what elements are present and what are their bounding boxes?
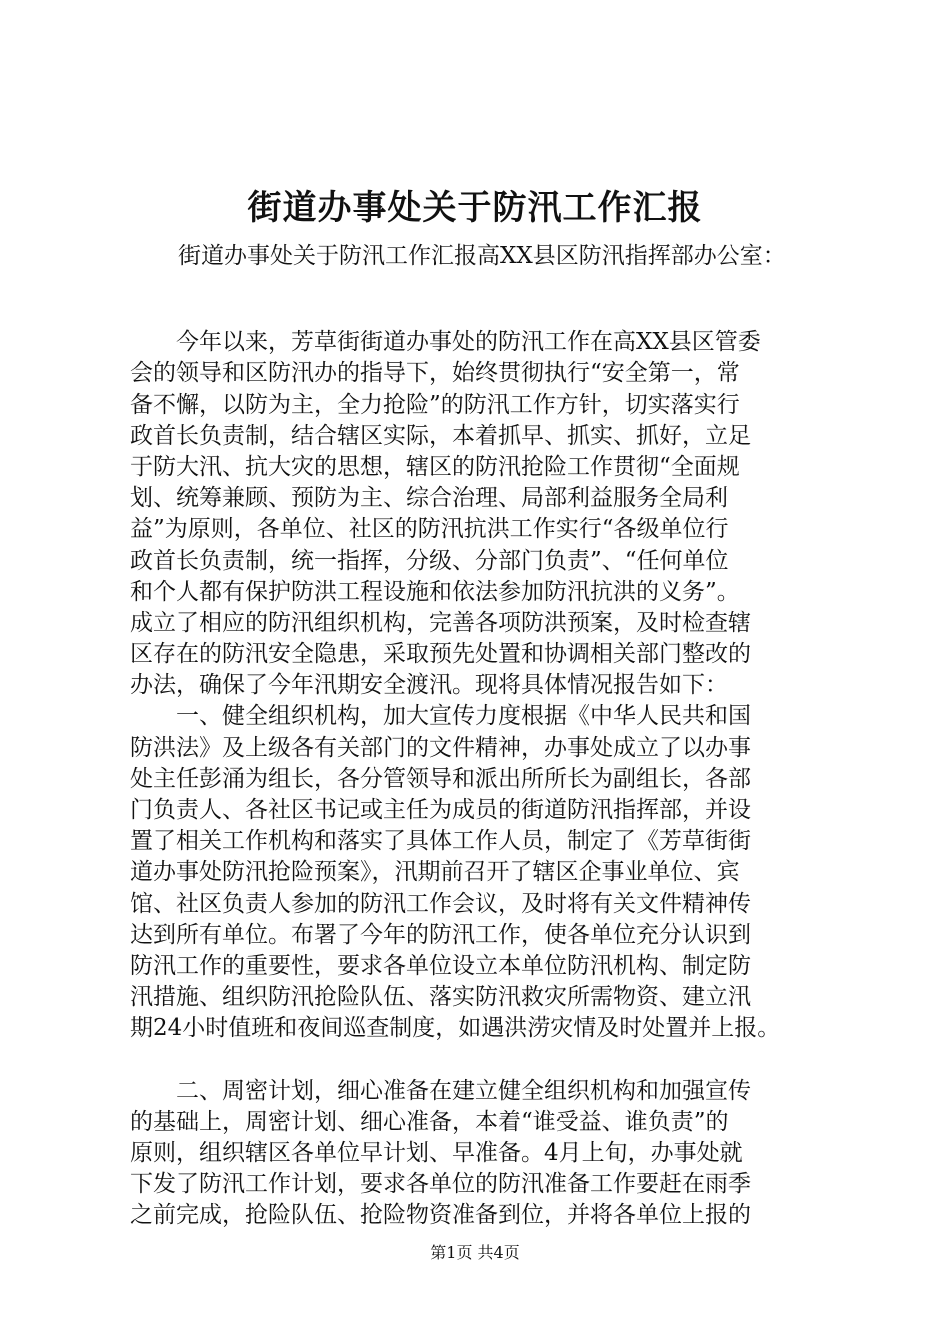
body-line: 处主任彭涌为组长，各分管领导和派出所所长为副组长，各部 — [130, 765, 751, 792]
body-line: 下发了防汛工作计划，要求各单位的防汛准备工作要赶在雨季 — [130, 1171, 751, 1198]
body-line: 划、统筹兼顾、预防为主、综合治理、局部利益服务全局利 — [130, 485, 728, 512]
body-line: 会的领导和区防汛办的指导下，始终贯彻执行“安全第一，常 — [130, 360, 740, 387]
body-line: 达到所有单位。布署了今年的防汛工作，使各单位充分认识到 — [130, 921, 751, 948]
body-line: 今年以来，芳草街街道办事处的防汛工作在高XX县区管委 — [130, 329, 761, 356]
body-line: 的基础上，周密计划、细心准备，本着“谁受益、谁负责”的 — [130, 1108, 729, 1135]
body-line: 期24小时值班和夜间巡查制度，如遇洪涝灾情及时处置并上报。 — [130, 1015, 781, 1042]
body-line: 区存在的防汛安全隐患，采取预先处置和协调相关部门整改的 — [130, 641, 751, 668]
body-line: 二、周密计划，细心准备在建立健全组织机构和加强宣传 — [130, 1077, 751, 1104]
body-line: 原则，组织辖区各单位早计划、早准备。4月上旬，办事处就 — [130, 1140, 743, 1167]
body-line — [130, 296, 840, 327]
body-line: 成立了相应的防汛组织机构，完善各项防洪预案，及时检查辖 — [130, 609, 751, 636]
body-line: 防洪法》及上级各有关部门的文件精神，办事处成立了以办事 — [130, 734, 751, 761]
body-line: 防汛工作的重要性，要求各单位设立本单位防汛机构、制定防 — [130, 952, 751, 979]
body-line: 置了相关工作机构和落实了具体工作人员，制定了《芳草街街 — [130, 828, 751, 855]
body-line: 一、健全组织机构，加大宣传力度根据《中华人民共和国 — [130, 703, 751, 730]
body-line — [130, 1045, 840, 1076]
body-line: 之前完成，抢险队伍、抢险物资准备到位，并将各单位上报的 — [130, 1202, 751, 1229]
body-line: 汛措施、组织防汛抢险队伍、落实防汛救灾所需物资、建立汛 — [130, 984, 751, 1011]
body-line: 门负责人、各社区书记或主任为成员的街道防汛指挥部，并设 — [130, 797, 751, 823]
document-title: 街道办事处关于防汛工作汇报 — [247, 188, 703, 228]
body-line: 政首长负责制，结合辖区实际，本着抓早、抓实、抓好，立足 — [130, 422, 751, 449]
body-line: 馆、社区负责人参加的防汛工作会议，及时将有关文件精神传 — [130, 890, 751, 917]
body-line: 政首长负责制，统一指挥，分级、分部门负责”、“任何单位 — [130, 547, 729, 574]
body-line: 备不懈，以防为主，全力抢险”的防汛工作方针，切实落实行 — [130, 391, 740, 418]
document-subtitle: 街道办事处关于防汛工作汇报高XX县区防汛指挥部办公室： — [178, 243, 786, 269]
body-line: 和个人都有保护防洪工程设施和依法参加防汛抗洪的义务”。 — [130, 578, 740, 605]
body-line: 办法，确保了今年汛期安全渡汛。现将具体情况报告如下： — [130, 672, 728, 699]
body-line: 于防大汛、抗大灾的思想，辖区的防汛抢险工作贯彻“全面规 — [130, 453, 740, 480]
body-line: 道办事处防汛抢险预案》，汛期前召开了辖区企事业单位、宾 — [130, 859, 740, 886]
page-number-footer: 第1页 共4页 — [430, 1243, 520, 1262]
body-line: 益”为原则，各单位、社区的防汛抗洪工作实行“各级单位行 — [130, 516, 729, 543]
document-body — [130, 296, 840, 1232]
